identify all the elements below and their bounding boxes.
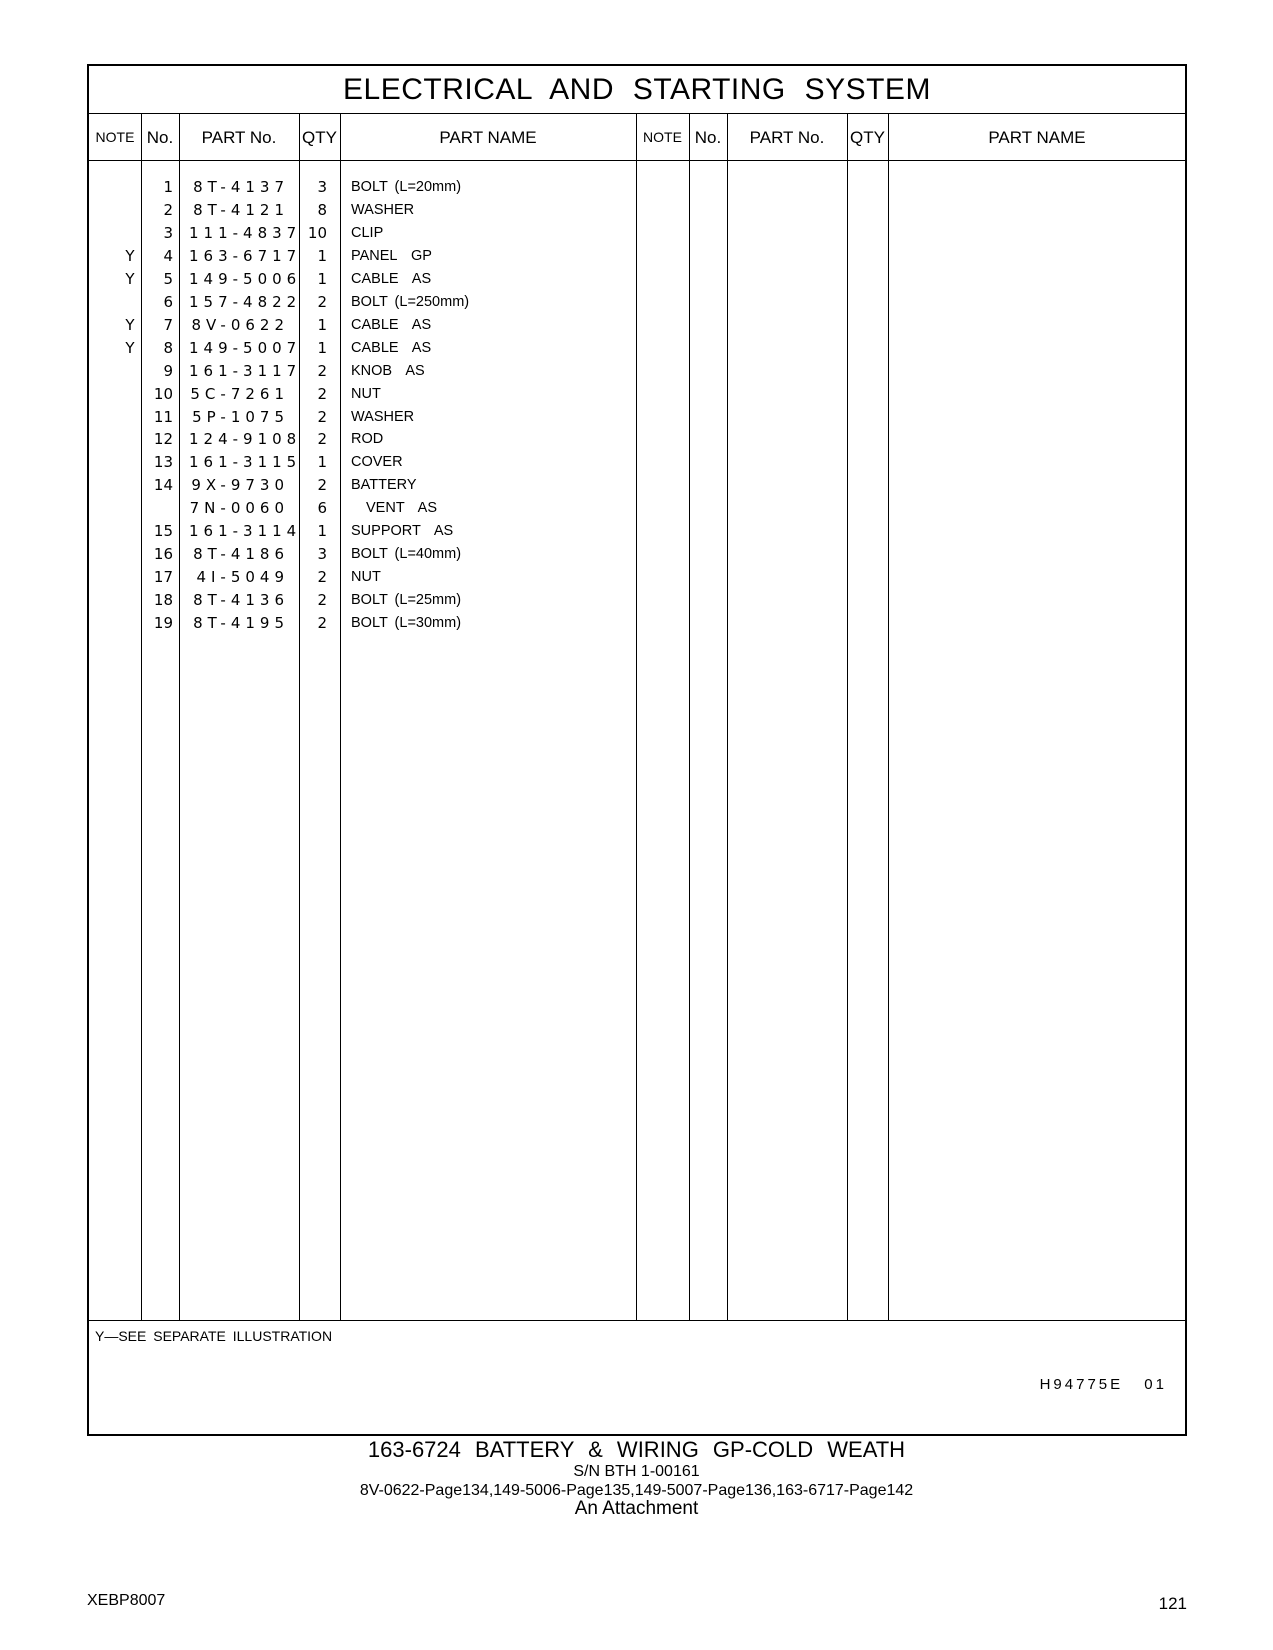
quantity-cell: 2	[317, 407, 327, 426]
item-number-cell: 14	[153, 476, 173, 495]
item-number-cell: 6	[163, 292, 173, 311]
part-number-cell: 8T-4121	[193, 200, 289, 219]
item-number-cell: 13	[153, 453, 173, 472]
part-name-cell: CLIP	[351, 224, 384, 241]
quantity-cell: 1	[317, 315, 327, 334]
part-name-cell: WASHER	[351, 408, 415, 425]
group-title: 163-6724 BATTERY & WIRING GP-COLD WEATH	[367, 1437, 906, 1462]
item-number-cell: 19	[153, 614, 173, 633]
part-name-cell: KNOB AS	[351, 362, 425, 379]
part-number-cell: 8T-4136	[193, 591, 289, 610]
part-number-cell: 5C-7261	[190, 384, 289, 403]
header-part-name: PART NAME	[988, 128, 1086, 147]
part-number-cell: 8T-4195	[193, 614, 289, 633]
part-name-cell: BATTERY	[351, 477, 417, 494]
header-qty: QTY	[850, 128, 885, 147]
quantity-cell: 2	[317, 361, 327, 380]
quantity-cell: 1	[317, 246, 327, 265]
quantity-cell: 2	[317, 591, 327, 610]
quantity-cell: 6	[317, 499, 327, 518]
quantity-cell: 2	[317, 292, 327, 311]
part-name-cell: CABLE AS	[351, 316, 432, 333]
part-name-cell: BOLT (L=25mm)	[351, 592, 462, 609]
item-number-cell: 18	[153, 591, 173, 610]
header-note: NOTE	[95, 129, 135, 145]
quantity-cell: 10	[307, 223, 327, 242]
part-number-cell: 9X-9730	[191, 476, 289, 495]
attachment-note: An Attachment	[574, 1498, 699, 1519]
header-no: No.	[146, 128, 174, 147]
item-number-cell: 8	[163, 338, 173, 357]
column-divider	[340, 114, 341, 1320]
part-number-cell: 124-9108	[189, 430, 302, 449]
page-references: 8V-0622-Page134,149-5006-Page135,149-5007-Page136,163-6717-Page142	[359, 1482, 914, 1499]
part-name-cell: BOLT (L=30mm)	[351, 615, 462, 632]
header-note: NOTE	[643, 129, 682, 145]
part-name-cell: COVER	[351, 454, 403, 471]
header-part-no: PART No.	[749, 128, 825, 147]
part-number-cell: 161-3115	[189, 453, 302, 472]
part-number-cell: 8V-0622	[191, 315, 289, 334]
note-cell: Y	[125, 246, 135, 265]
item-number-cell: 11	[153, 407, 173, 426]
quantity-cell: 2	[317, 384, 327, 403]
column-divider	[179, 114, 180, 1320]
quantity-cell: 1	[317, 453, 327, 472]
header-no: No.	[694, 128, 722, 147]
quantity-cell: 2	[317, 614, 327, 633]
serial-number: S/N BTH 1-00161	[573, 1463, 700, 1480]
note-cell: Y	[125, 338, 135, 357]
quantity-cell: 3	[317, 545, 327, 564]
part-name-cell: VENT AS	[366, 500, 438, 517]
part-number-cell: 161-3117	[189, 361, 302, 380]
part-name-cell: CABLE AS	[351, 270, 432, 287]
part-number-cell: 149-5006	[189, 269, 302, 288]
illustration-code: H94775E 01	[1039, 1376, 1167, 1393]
column-divider	[888, 114, 889, 1320]
part-name-cell: CABLE AS	[351, 339, 432, 356]
table-title: ELECTRICAL AND STARTING SYSTEM	[89, 66, 1185, 114]
header-part-no: PART No.	[201, 128, 277, 147]
part-number-cell: 149-5007	[189, 338, 302, 357]
item-number-cell: 17	[153, 568, 173, 587]
quantity-cell: 1	[317, 522, 327, 541]
item-number-cell: 10	[153, 384, 173, 403]
note-cell: Y	[125, 315, 135, 334]
item-number-cell: 16	[153, 545, 173, 564]
header-part-name: PART NAME	[439, 128, 537, 147]
part-name-cell: BOLT (L=250mm)	[351, 293, 470, 310]
part-number-cell: 161-3114	[189, 522, 302, 541]
table-divider	[89, 1320, 1185, 1321]
part-name-cell: SUPPORT AS	[351, 523, 454, 540]
item-number-cell: 4	[163, 246, 173, 265]
part-number-cell: 4I-5049	[196, 568, 289, 587]
column-divider	[847, 114, 848, 1320]
page-number: 121	[1158, 1594, 1187, 1613]
item-number-cell: 1	[163, 178, 173, 196]
item-number-cell: 3	[163, 223, 173, 242]
quantity-cell: 1	[317, 338, 327, 357]
part-name-cell: NUT	[351, 569, 381, 586]
quantity-cell: 8	[317, 200, 327, 219]
quantity-cell: 2	[317, 430, 327, 449]
part-name-cell: WASHER	[351, 201, 415, 218]
column-divider	[689, 114, 690, 1320]
item-number-cell: 12	[153, 430, 173, 449]
quantity-cell: 2	[317, 476, 327, 495]
part-name-cell: BOLT (L=20mm)	[351, 179, 462, 195]
item-number-cell: 2	[163, 200, 173, 219]
footnote: Y—SEE SEPARATE ILLUSTRATION	[95, 1328, 333, 1344]
item-number-cell: 9	[163, 361, 173, 380]
column-divider	[727, 114, 728, 1320]
header-qty: QTY	[302, 128, 337, 147]
item-number-cell: 5	[163, 269, 173, 288]
item-number-cell: 7	[163, 315, 173, 334]
quantity-cell: 3	[317, 178, 327, 196]
quantity-cell: 2	[317, 568, 327, 587]
document-id: XEBP8007	[87, 1592, 166, 1609]
part-number-cell: 157-4822	[189, 292, 302, 311]
part-number-cell: 8T-4137	[193, 178, 289, 196]
part-number-cell: 111-4837	[189, 223, 302, 242]
part-number-cell: 7N-0060	[189, 499, 289, 518]
part-name-cell: ROD	[351, 431, 384, 448]
part-number-cell: 163-6717	[189, 246, 302, 265]
quantity-cell: 1	[317, 269, 327, 288]
column-divider	[141, 114, 142, 1320]
part-name-cell: PANEL GP	[351, 247, 432, 264]
item-number-cell: 15	[153, 522, 173, 541]
parts-table	[87, 64, 1187, 1436]
note-cell: Y	[125, 269, 135, 288]
part-name-cell: BOLT (L=40mm)	[351, 546, 462, 563]
part-name-cell: NUT	[351, 385, 381, 402]
part-number-cell: 5P-1075	[192, 407, 289, 426]
part-number-cell: 8T-4186	[193, 545, 289, 564]
